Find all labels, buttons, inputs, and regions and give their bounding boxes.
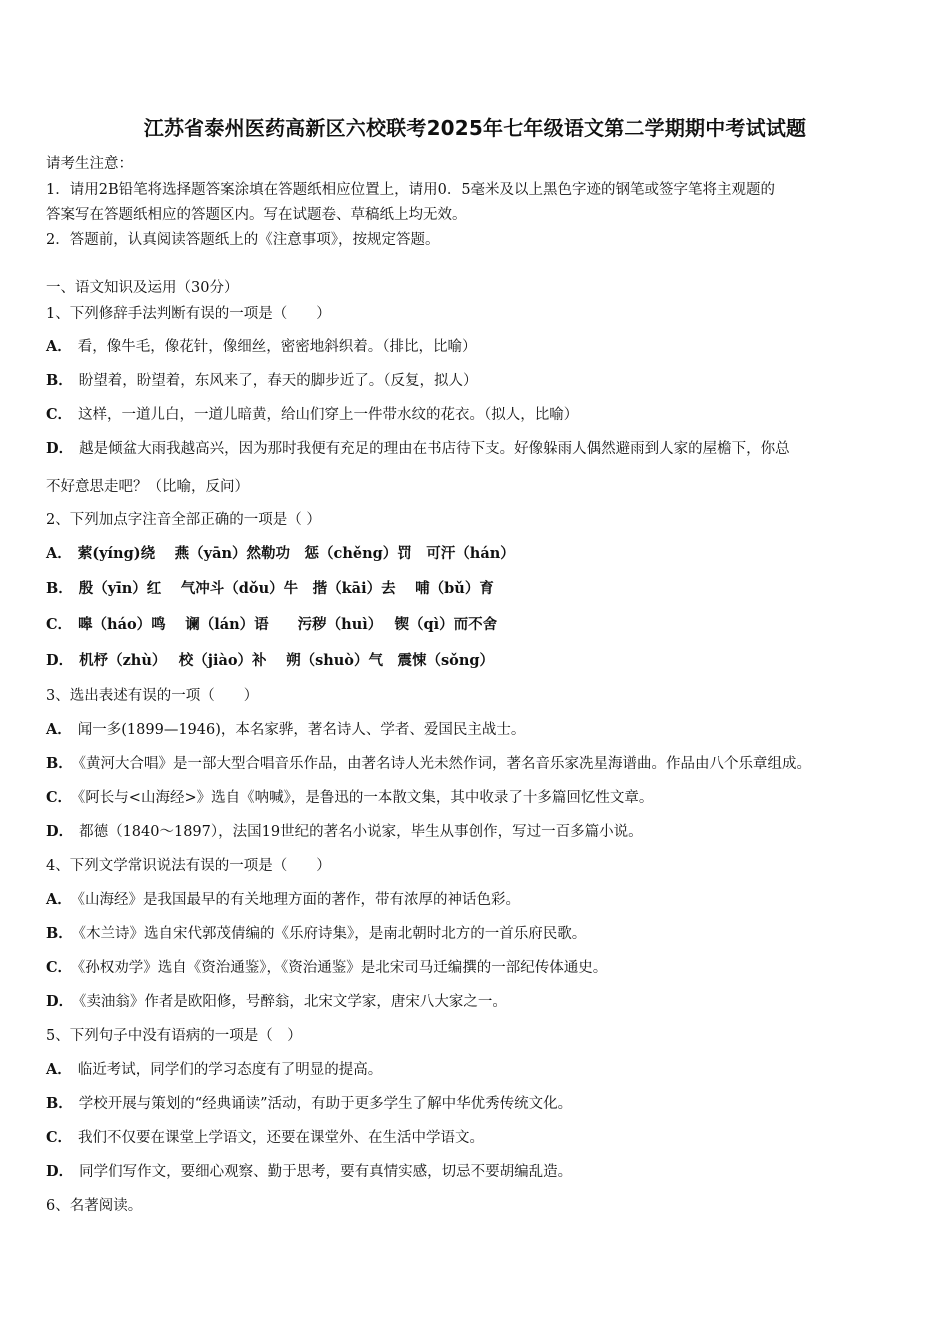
- q1-option-d-continued: [46, 475, 249, 496]
- option-text: 机杼（zhù） 校（jiào）补 朔（shuò）气 震悚（sǒng）: [79, 652, 494, 669]
- section-heading: 一、语文知识及运用（30分）: [46, 280, 239, 296]
- option-label: B．: [46, 372, 73, 389]
- q3-option-b: [46, 752, 811, 773]
- q4-option-d: [46, 990, 507, 1011]
- option-label: D．: [46, 1163, 74, 1180]
- option-label: A．: [46, 721, 72, 738]
- option-label: C．: [46, 406, 73, 423]
- q3-option-a: [46, 718, 525, 739]
- option-text: 《孙权劝学》选自《资治通鉴》，《资治通鉴》是北宋司马迁编撰的一部纪传体通史。: [78, 960, 608, 976]
- option-text: 越是倾盆大雨我越高兴，因为那时我便有充足的理由在书店待下支。好像躲雨人偶然避雨到人家的屋檐下，你总: [79, 441, 790, 457]
- option-text: 看，像牛毛，像花针，像细丝，密密地斜织着。（排比，比喻）: [77, 339, 477, 355]
- page-title: 江苏省泰州医药高新区六校联考2025年七年级语文第二学期期中考试试题: [143, 116, 807, 140]
- option-text: 《山海经》是我国最早的有关地理方面的著作，带有浓厚的神话色彩。: [77, 892, 521, 908]
- option-label: D．: [46, 993, 74, 1010]
- q1-option-a: [46, 335, 477, 356]
- option-label: D．: [46, 652, 74, 669]
- question-3-stem: 3、选出表述有误的一项（ ）: [46, 688, 259, 704]
- option-text: 盼望着，盼望着，东风来了，春天的脚步近了。（反复，拟人）: [78, 373, 478, 389]
- q1-option-d: [46, 437, 790, 458]
- option-label: B．: [46, 1095, 73, 1112]
- option-text: 《阿长与<山海经>》选自《呐喊》，是鲁迅的一本散文集，其中收录了十多篇回忆性文章。: [78, 790, 654, 806]
- q5-option-b: [46, 1092, 572, 1113]
- q5-option-a: [46, 1058, 382, 1079]
- option-text: 学校开展与策划的“经典诵读”活动，有助于更多学生了解中华优秀传统文化。: [78, 1096, 573, 1112]
- question-4-stem: 4、下列文学常识说法有误的一项是（ ）: [46, 858, 331, 874]
- option-label: A．: [46, 891, 72, 908]
- q2-option-d: [46, 649, 494, 670]
- question-5-stem: 5、下列句子中没有语病的一项是（ ）: [46, 1028, 302, 1044]
- option-text: 我们不仅要在课堂上学语文，还要在课堂外、在生活中学语文。: [78, 1130, 485, 1146]
- q5-option-c: [46, 1126, 484, 1147]
- option-label: C．: [46, 789, 73, 806]
- option-label: B．: [46, 925, 73, 942]
- option-text: 不好意思走吧？（比喻，反问）: [46, 479, 249, 495]
- option-text: 同学们写作文，要细心观察、勤于思考，要有真情实感，切忌不要胡编乱造。: [79, 1164, 573, 1180]
- option-text: 《黄河大合唱》是一部大型合唱音乐作品，由著名诗人光未然作词，著名音乐家冼星海谱曲。作品由八个乐章组成。: [78, 756, 812, 772]
- q2-option-b: [46, 577, 494, 598]
- option-label: C．: [46, 616, 73, 633]
- option-label: B．: [46, 755, 73, 772]
- q2-option-c: [46, 613, 497, 634]
- q1-option-c: [46, 403, 578, 424]
- option-text: 萦(yíng)绕 燕（yān）然勒功 惩（chěng）罚 可汗（hán）: [77, 545, 515, 562]
- option-text: 都德（1840～1897），法国19世纪的著名小说家，毕生从事创作，写过一百多篇小说。: [79, 824, 643, 840]
- question-2-stem: 2、下列加点字注音全部正确的一项是（ ）: [46, 512, 321, 528]
- option-text: 《木兰诗》选自宋代郭茂倩编的《乐府诗集》，是南北朝时北方的一首乐府民歌。: [78, 926, 587, 942]
- question-1-stem: 1、下列修辞手法判断有误的一项是（ ）: [46, 306, 331, 322]
- notice-line-2: 答案写在答题纸相应的答题区内。写在试题卷、草稿纸上均无效。: [46, 207, 467, 223]
- option-label: A．: [46, 1061, 72, 1078]
- q3-option-d: [46, 820, 643, 841]
- q3-option-c: [46, 786, 653, 807]
- notice-line-3: 2．答题前，认真阅读答题纸上的《注意事项》，按规定答题。: [46, 232, 440, 248]
- option-label: A．: [46, 545, 72, 562]
- question-6-stem: 6、名著阅读。: [46, 1198, 143, 1214]
- q4-option-c: [46, 956, 607, 977]
- option-text: 这样，一道儿白，一道儿暗黄，给山们穿上一件带水纹的花衣。（拟人，比喻）: [78, 407, 579, 423]
- option-label: C．: [46, 959, 73, 976]
- option-label: D．: [46, 440, 74, 457]
- q4-option-b: [46, 922, 586, 943]
- option-text: 临近考试，同学们的学习态度有了明显的提高。: [77, 1062, 383, 1078]
- q4-option-a: [46, 888, 520, 909]
- q5-option-d: [46, 1160, 572, 1181]
- option-label: B．: [46, 580, 73, 597]
- q2-option-a: [46, 542, 515, 563]
- notice-heading: 请考生注意：: [46, 156, 133, 172]
- option-text: 闻一多(1899—1946)，本名家骅，著名诗人、学者、爱国民主战士。: [77, 722, 526, 738]
- option-label: C．: [46, 1129, 73, 1146]
- q1-option-b: [46, 369, 478, 390]
- notice-line-1: 1．请用2B铅笔将选择题答案涂填在答题纸相应位置上，请用0．5毫米及以上黑色字迹的钢笔或签字笔将主观题的: [46, 182, 776, 198]
- option-text: 《卖油翁》作者是欧阳修，号醉翁，北宋文学家，唐宋八大家之一。: [79, 994, 507, 1010]
- option-label: A．: [46, 338, 72, 355]
- option-text: 嗥（háo）鸣 谰（lán）语 污秽（huì） 锲（qì）而不舍: [78, 616, 498, 633]
- option-label: D．: [46, 823, 74, 840]
- option-text: 殷（yīn）红 气冲斗（dǒu）牛 揩（kāi）去 哺（bǔ）育: [78, 580, 494, 597]
